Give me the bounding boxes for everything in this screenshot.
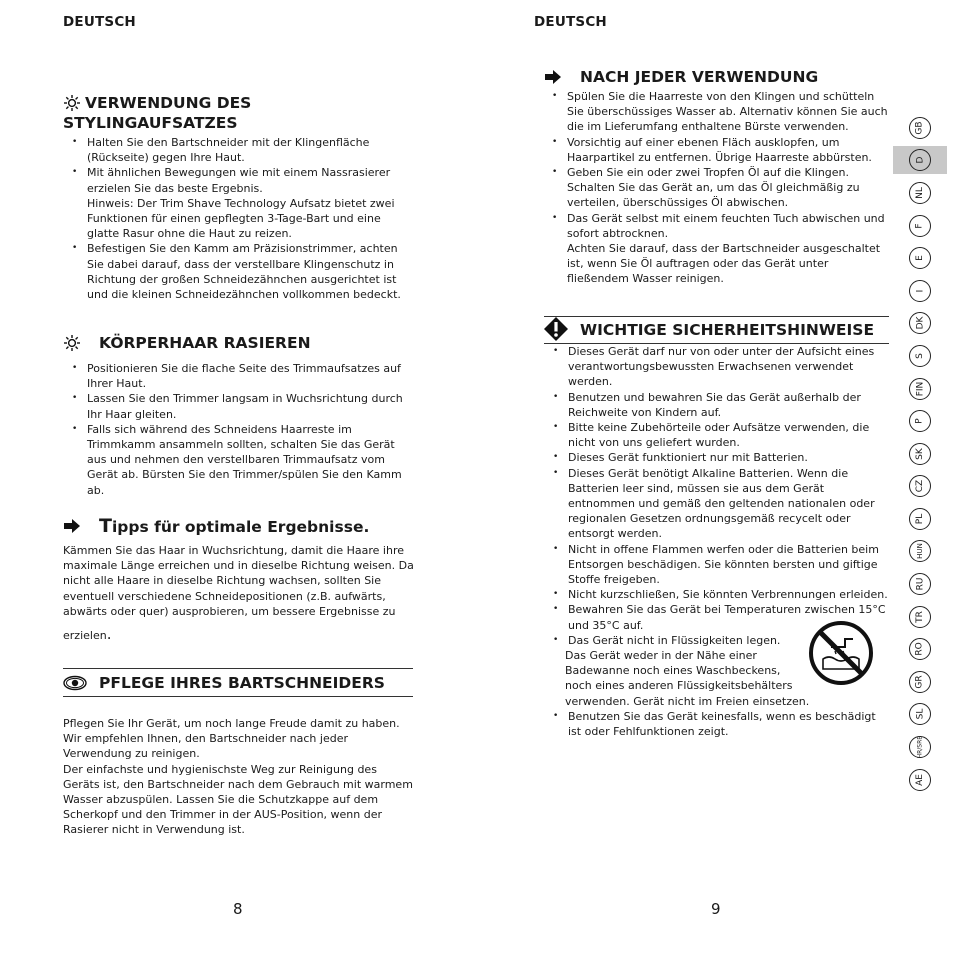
hint-text: Hinweis: Der Trim Shave Technology Aufsatz bietet zwei Funktionen für einen gepflegten 3-Tage-Bart und eine glatte Rasur ohne die Haut zu reizen. xyxy=(87,196,395,241)
care-title: PFLEGE IHRES BARTSCHNEIDERS xyxy=(99,674,385,692)
list-item-text: Mit ähnlichen Bewegungen wie mit einem Nassrasierer erzielen Sie das beste Ergebnis. xyxy=(87,166,391,195)
tab-fin[interactable] xyxy=(893,375,947,403)
tab-label: GB xyxy=(915,121,925,135)
liquid-line-3: Badewanne noch eines Waschbeckens, xyxy=(565,664,781,678)
no-water-icon xyxy=(809,621,873,685)
list-item xyxy=(63,165,415,241)
arrow-right-icon xyxy=(544,68,562,86)
liquid-line-5: verwenden. Gerät nicht im Freien einsetzen. xyxy=(565,694,810,708)
tab-sk[interactable] xyxy=(893,440,947,468)
liquid-line-1: Das Gerät nicht in Flüssigkeiten legen. xyxy=(568,633,781,647)
list-item: • Nicht kurzschließen, Sie könnten Verbrennungen erleiden. xyxy=(544,587,889,602)
list-item: • Dieses Gerät benötigt Alkaline Batterien. Wenn die Batterien leer sind, müssen sie aus dem Gerät entnommen und gemäß den geltenden nationalen oder regionalen Gesetzen ordnungsgemäß recycelt oder entsorgt werden. xyxy=(544,466,889,542)
styling-list xyxy=(63,135,415,302)
tab-label: SL xyxy=(914,708,925,720)
page-number: 9 xyxy=(711,900,721,918)
styling-heading-line2 xyxy=(63,113,415,133)
list-item: • Halten Sie den Bartschneider mit der Klingenfläche (Rückseite) gegen Ihre Haut. xyxy=(63,135,415,165)
list-item: • Vorsichtig auf einer ebenen Fläch ausklopfen, um Haarpartikel zu entfernen. Übrige Haarreste abbürsten. xyxy=(543,135,889,165)
list-item: • Geben Sie ein oder zwei Tropfen Öl auf die Klingen. Schalten Sie das Gerät an, um das Öl gleichmäßig zu verteilen, überschüssiges Öl abwischen. xyxy=(543,165,889,211)
language-label: DEUTSCH xyxy=(534,14,607,30)
tab-pl[interactable] xyxy=(893,505,947,533)
tab-f[interactable] xyxy=(893,212,947,240)
list-item: • Falls sich während des Schneidens Haarreste im Trimmkamm ansammeln sollten, schalten Sie das Gerät aus und nehmen den verstellbaren Trimmaufsatz vom Gerät ab. Bürsten Sie den Trimmer/spülen Sie den Kamm ab. xyxy=(63,422,415,498)
bullet-marker: • xyxy=(553,634,559,645)
tab-label: HR/SRB xyxy=(916,735,924,759)
tips-text-end-dot: . xyxy=(106,625,112,644)
tips-title-initial: T xyxy=(99,515,112,537)
tab-label: E xyxy=(915,255,925,261)
tab-ru[interactable] xyxy=(893,570,947,598)
tab-s[interactable] xyxy=(893,342,947,370)
styling-heading xyxy=(63,93,415,113)
list-item: • Dieses Gerät funktioniert nur mit Batterien. xyxy=(544,450,889,465)
styling-section xyxy=(63,93,415,302)
tips-heading xyxy=(63,516,415,537)
tab-label: TR xyxy=(914,611,925,623)
list-item: • Bitte keine Zubehörteile oder Aufsätze verwenden, die nicht von uns geliefert wurden. xyxy=(544,420,889,450)
page-number: 8 xyxy=(233,900,243,918)
tab-label: GR xyxy=(914,675,925,689)
list-item: • Benutzen und bewahren Sie das Gerät außerhalb der Reichweite von Kindern auf. xyxy=(544,390,889,420)
safety-title: WICHTIGE SICHERHEITSHINWEISE xyxy=(580,321,875,339)
arrow-right-icon xyxy=(63,517,81,535)
tab-sl[interactable] xyxy=(893,700,947,728)
tab-label: DK xyxy=(915,316,925,330)
tab-cz[interactable] xyxy=(893,472,947,500)
safety-list-2 xyxy=(544,709,889,739)
list-item xyxy=(543,211,889,287)
tab-label: HUN xyxy=(916,543,924,559)
body-hair-title: KÖRPERHAAR RASIEREN xyxy=(99,334,311,352)
list-item: • Benutzen Sie das Gerät keinesfalls, wenn es beschädigt ist oder Fehlfunktionen zeigt. xyxy=(544,709,889,739)
safety-heading xyxy=(544,316,889,344)
tab-label: CZ xyxy=(914,479,925,493)
styling-title-line1: VERWENDUNG DES xyxy=(85,94,252,112)
tips-section xyxy=(63,516,415,643)
styling-title-line2: STYLINGAUFSATZES xyxy=(63,114,238,132)
care-heading xyxy=(63,668,413,697)
tab-gb[interactable] xyxy=(893,114,947,142)
care-paragraph-2: Der einfachste und hygienischste Weg zur Reinigung des Geräts ist, den Bartschneider nach dem Gebrauch mit warmem Wasser abzuspülen. Lassen Sie die Schutzkappe auf dem Scherkopf und den Trimmer in der AUS-Position, wenn der Rasierer nicht in Verwendung ist. xyxy=(63,762,413,837)
safety-list xyxy=(544,344,889,633)
language-label: DEUTSCH xyxy=(63,14,136,30)
tab-label: FIN xyxy=(914,381,925,397)
liquid-line-2: Das Gerät weder in der Nähe einer xyxy=(565,649,757,663)
tips-title-rest: ipps für optimale Ergebnisse. xyxy=(111,518,370,536)
tab-tr[interactable] xyxy=(893,603,947,631)
tab-label: PL xyxy=(914,513,925,525)
eye-icon xyxy=(63,674,87,692)
tab-label: P xyxy=(915,418,925,424)
tips-text-end-word: erzielen xyxy=(63,629,107,643)
body-hair-list xyxy=(63,361,415,498)
list-item: • Positionieren Sie die flache Seite des Trimmaufsatzes auf Ihrer Haut. xyxy=(63,361,415,391)
tab-label: RU xyxy=(915,577,925,591)
body-hair-section xyxy=(63,333,415,498)
tips-text: Kämmen Sie das Haar in Wuchsrichtung, damit die Haare ihre maximale Länge erreichen und in dieselbe Richtung weisen. Da nicht alle Haare in dieselbe Richtung wachsen, sollten Sie eventuell verschiedene Schneidepositionen (z.B. aufwärts, abwärts oder quer) ausprobieren, um bessere Ergebnisse zu xyxy=(63,544,414,618)
list-item: • Lassen Sie den Trimmer langsam in Wuchsrichtung durch Ihr Haar gleiten. xyxy=(63,391,415,421)
tab-e[interactable] xyxy=(893,244,947,272)
tab-label: D xyxy=(915,156,925,164)
tab-label: S xyxy=(915,353,925,359)
tab-p[interactable] xyxy=(893,407,947,435)
liquid-line-4: noch eines anderen Flüssigkeitsbehälters xyxy=(565,679,793,693)
list-item: • Dieses Gerät darf nur von oder unter der Aufsicht eines verantwortungsbewussten Erwachsenen verwendet werden. xyxy=(544,344,889,390)
tab-d[interactable] xyxy=(893,146,947,174)
tab-label: SK xyxy=(915,448,925,460)
sun-icon xyxy=(63,334,81,352)
tab-gr[interactable] xyxy=(893,668,947,696)
tab-label: RO xyxy=(915,642,925,656)
tab-label: AE xyxy=(915,774,925,786)
tab-label: I xyxy=(915,289,925,293)
after-use-list xyxy=(543,89,889,287)
tab-hun[interactable] xyxy=(893,537,947,565)
list-item: • Spülen Sie die Haarreste von den Klingen und schütteln Sie überschüssiges Wasser ab. Alternativ können Sie auch die im Lieferumfang enthaltene Bürste verwenden. xyxy=(543,89,889,135)
tab-ae[interactable] xyxy=(893,766,947,794)
tab-i[interactable] xyxy=(893,277,947,305)
list-item: • Nicht in offene Flammen werfen oder die Batterien beim Entsorgen beschädigen. Sie könnten bersten und giftige Stoffe freigeben. xyxy=(544,542,889,588)
care-paragraph-1: Pflegen Sie Ihr Gerät, um noch lange Freude damit zu haben. Wir empfehlen Ihnen, den Bartschneider nach jeder Verwendung zu reinigen. xyxy=(63,717,400,761)
safety-section xyxy=(544,316,889,739)
right-page xyxy=(477,0,954,954)
after-use-note: Achten Sie darauf, dass der Bartschneider ausgeschaltet ist, wenn Sie Öl auftragen oder das Gerät unter fließendem Wasser reinigen. xyxy=(567,242,881,286)
tab-dk[interactable] xyxy=(893,309,947,337)
sun-icon xyxy=(63,94,81,112)
list-item: • Bewahren Sie das Gerät bei Temperaturen zwischen 15°C und 35°C auf. xyxy=(544,602,889,632)
tab-nl[interactable] xyxy=(893,179,947,207)
care-section xyxy=(63,668,413,838)
tips-text-end xyxy=(63,627,415,643)
tab-label: F xyxy=(915,223,925,229)
tab-hr-srb[interactable] xyxy=(893,733,947,761)
liquid-warning xyxy=(544,633,889,709)
after-use-title: NACH JEDER VERWENDUNG xyxy=(580,68,819,86)
body-hair-heading xyxy=(63,333,415,353)
list-item-text: Das Gerät selbst mit einem feuchten Tuch abwischen und sofort abtrocknen. xyxy=(567,211,885,240)
tab-ro[interactable] xyxy=(893,635,947,663)
list-item: • Befestigen Sie den Kamm am Präzisionstrimmer, achten Sie dabei darauf, dass der verstellbare Klingenschutz in Richtung der großen Schneidezähnchen ausgerichtet ist und die kleinen Schneidezähnchen vollkommen bedeckt. xyxy=(63,241,415,302)
after-use-heading xyxy=(544,67,889,87)
tab-label: NL xyxy=(915,187,925,199)
exclamation-diamond-icon xyxy=(544,317,568,341)
after-use-section xyxy=(544,67,889,287)
